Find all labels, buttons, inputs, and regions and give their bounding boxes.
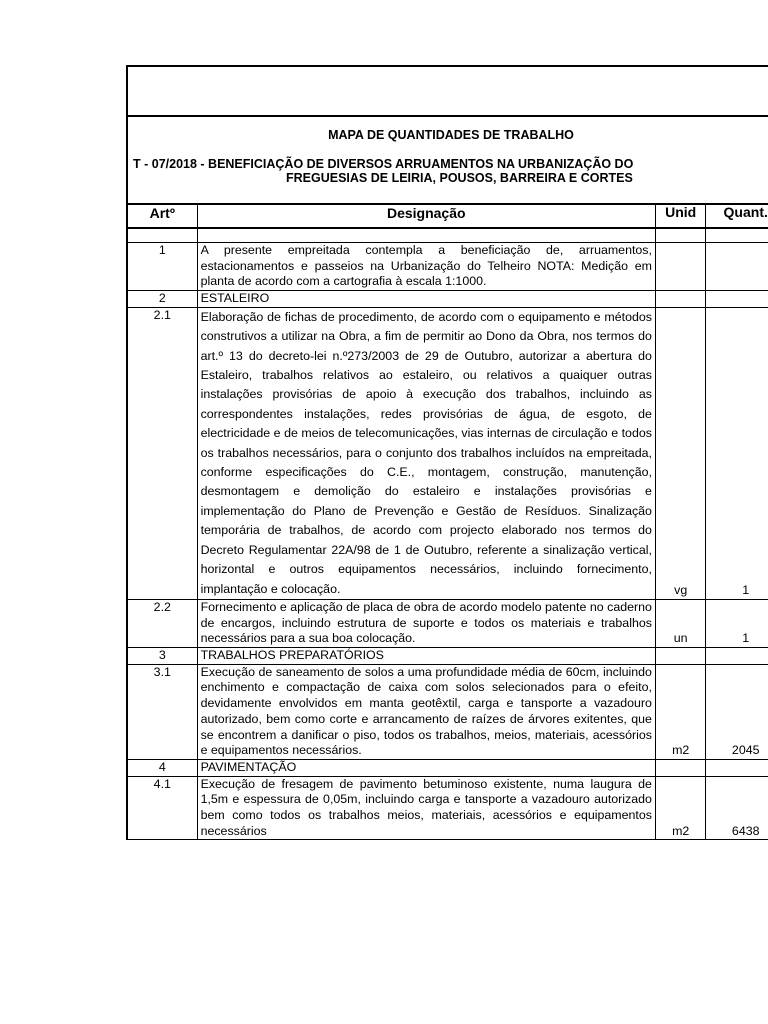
row-art: 2 — [127, 291, 197, 308]
header-unid: Unid — [655, 204, 706, 228]
document-subtitle-line2: FREGUESIAS DE LEIRIA, POUSOS, BARREIRA E CORTES — [286, 171, 633, 185]
row-designacao: Fornecimento e aplicação de placa de obra de acordo modelo patente no caderno de encargos, incluindo estrutura de suporte e todos os materiais e trabalhos necessários para a sua boa colocação. — [197, 599, 655, 647]
spacer-row — [127, 228, 768, 243]
row-designacao: TRABALHOS PREPARATÓRIOS — [197, 648, 655, 665]
quantities-table — [126, 203, 768, 840]
row-quant — [706, 243, 768, 291]
row-designacao: A presente empreitada contempla a beneficiação de, arruamentos, estacionamentos e passeios na Urbanização do Telheiro NOTA: Medição em planta de acordo com a cartografia à escala 1:1000. — [197, 243, 655, 291]
row-quant: 1 — [706, 599, 768, 647]
table-row — [127, 599, 768, 647]
row-quant: 1 — [706, 307, 768, 599]
row-art: 2.2 — [127, 599, 197, 647]
table-row — [127, 307, 768, 599]
row-designacao: Execução de fresagem de pavimento betuminoso existente, numa laugura de 1,5m e espessura de 0,05m, incluindo carga e tansporte a vazadouro autorizado bem como todos os trabalhos meios, materiais, acessórios e equipamentos necessários — [197, 776, 655, 840]
header-designacao: Designação — [197, 204, 655, 228]
header-quant: Quant. — [706, 204, 768, 228]
header-frame — [126, 65, 768, 117]
document-title: MAPA DE QUANTIDADES DE TRABALHO — [328, 128, 574, 142]
row-quant: 2045 — [706, 664, 768, 759]
row-unid: m2 — [655, 776, 706, 840]
row-unid — [655, 648, 706, 665]
table-row — [127, 648, 768, 665]
row-unid: m2 — [655, 664, 706, 759]
row-designacao: PAVIMENTAÇÃO — [197, 759, 655, 776]
row-art: 4.1 — [127, 776, 197, 840]
table-row — [127, 664, 768, 759]
row-unid: vg — [655, 307, 706, 599]
row-art: 4 — [127, 759, 197, 776]
row-unid — [655, 291, 706, 308]
row-unid — [655, 243, 706, 291]
header-art: Artº — [127, 204, 197, 228]
row-art: 3 — [127, 648, 197, 665]
row-designacao: Elaboração de fichas de procedimento, de acordo com o equipamento e métodos construtivos a utilizar na Obra, a fim de permitir ao Dono da Obra, nos termos do art.º 13 do decreto-lei n.º273/2003 de 29 de Outubro, autorizar a abertura do Estaleiro, trabalhos relativos ao estaleiro, ou relativos a quaiquer outras instalações provisórias de apoio à execução dos trabalhos, incluindo as correspondentes instalações, redes provisórias de água, de esgoto, de electricidade e de meios de telecomunicações, vias internas de circulação e todos os trabalhos necessários, para o conjunto dos trabalhos incluídos na empreitada, conforme especificações do C.E., montagem, construção, manutenção, desmontagem e demolição do estaleiro e instalações provisórias e implementação do Plano de Prevenção e Gestão de Resíduos. Sinalização temporária de trabalhos, de acordo com projecto elaborado nos termos do Decreto Regulamentar 22A/98 de 1 de Outubro, referente a sinalização vertical, horizontal e outros equipamentos necessários, incluindo fornecimento, implantação e colocação. — [197, 307, 655, 599]
row-designacao: ESTALEIRO — [197, 291, 655, 308]
table-row — [127, 291, 768, 308]
table-header-row — [127, 204, 768, 228]
row-quant: 6438 — [706, 776, 768, 840]
row-art: 2.1 — [127, 307, 197, 599]
row-designacao: Execução de saneamento de solos a uma profundidade média de 60cm, incluindo enchimento e compactação de caixa com solos selecionados para o efeito, devidamente envolvidos em manta geotêxtil, carga e tansporte a vazadouro autorizado, bem como corte e arrancamento de raízes de árvores exitentes, que se encontrem a danificar o piso, todos os trabalhos, meios, materiais, acessórios e equipamentos necessários. — [197, 664, 655, 759]
row-unid — [655, 759, 706, 776]
table-row — [127, 243, 768, 291]
row-quant — [706, 648, 768, 665]
row-art: 1 — [127, 243, 197, 291]
row-quant — [706, 759, 768, 776]
document-subtitle-line1: T - 07/2018 - BENEFICIAÇÃO DE DIVERSOS ARRUAMENTOS NA URBANIZAÇÃO DO — [133, 157, 634, 171]
row-unid: un — [655, 599, 706, 647]
row-art: 3.1 — [127, 664, 197, 759]
table-row — [127, 776, 768, 840]
row-quant — [706, 291, 768, 308]
table-row — [127, 759, 768, 776]
